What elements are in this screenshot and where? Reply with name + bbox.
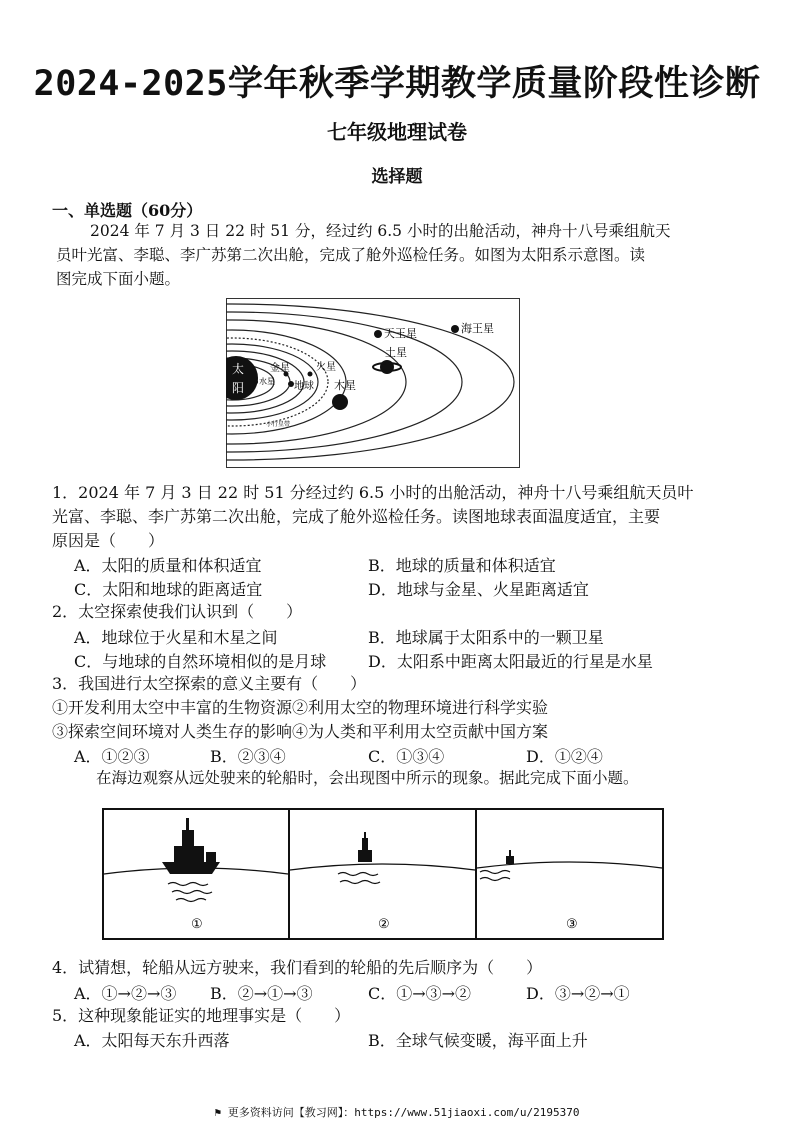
- q3-statements-line-1: ①开发利用太空中丰富的生物资源②利用太空的物理环境进行科学实验: [52, 698, 549, 717]
- q2-option-c[interactable]: C．与地球的自然环境相似的是月球: [74, 652, 327, 671]
- intro-line-3: 图完成下面小题。: [56, 270, 181, 288]
- panel-1-label: ①: [191, 917, 203, 932]
- q1-stem-line-2: 光富、李聪、李广苏第二次出舱，完成了舱外巡检任务。读图地球表面温度适宜，主要: [52, 507, 661, 526]
- q4-stem: 4．试猜想，轮船从远方驶来，我们看到的轮船的先后顺序为（ ）: [52, 958, 543, 977]
- footer-link[interactable]: 更多资料访问【教习网】：https://www.51jiaoxi.com/u/2195370: [227, 1106, 580, 1119]
- saturn-label: 土星: [385, 346, 407, 359]
- mars-label: 火星: [316, 362, 336, 373]
- q4-option-a[interactable]: A．①→②→③: [74, 984, 177, 1003]
- q1-option-b[interactable]: B．地球的质量和体积适宜: [368, 556, 556, 575]
- q1-stem-line-1: 1．2024 年 7 月 3 日 22 时 51 分经过约 6.5 小时的出舱活动，神舟十八号乘组航天员叶: [52, 483, 694, 502]
- venus-label: 金星: [270, 363, 290, 374]
- earth-label: 地球: [294, 381, 314, 392]
- sun-label-2: 阳: [232, 381, 245, 395]
- mars: [308, 372, 313, 377]
- asteroid-belt-label: 小行星带: [266, 421, 291, 428]
- q4-option-b[interactable]: B．②→①→③: [210, 984, 313, 1003]
- q2-option-d[interactable]: D．太阳系中距离太阳最近的行星是水星: [368, 652, 653, 671]
- q3-stem: 3．我国进行太空探索的意义主要有（ ）: [52, 674, 367, 693]
- panel-2-label: ②: [378, 917, 390, 932]
- q2-option-b[interactable]: B．地球属于太阳系中的一颗卫星: [368, 628, 604, 647]
- jupiter-label: 木星: [334, 379, 356, 392]
- q3-option-b[interactable]: B．②③④: [210, 747, 286, 766]
- q4-option-d[interactable]: D．③→②→①: [526, 984, 630, 1003]
- q1-stem-line-3: 原因是（ ）: [52, 531, 165, 550]
- part-heading: 一、单选题（60分）: [52, 201, 203, 220]
- q3-option-a[interactable]: A．①②③: [74, 747, 150, 766]
- q1-option-d[interactable]: D．地球与金星、火星距离适宜: [368, 580, 589, 599]
- q5-stem: 5．这种现象能证实的地理事实是（ ）: [52, 1006, 351, 1025]
- neptune: [451, 325, 459, 333]
- page-title: 2024-2025学年秋季学期教学质量阶段性诊断: [33, 64, 761, 104]
- page-subtitle: 七年级地理试卷: [327, 120, 467, 144]
- q3-option-d[interactable]: D．①②④: [526, 747, 603, 766]
- q5-option-a[interactable]: A．太阳每天东升西落: [74, 1031, 230, 1050]
- solar-system-diagram: [226, 298, 520, 468]
- jupiter: [332, 394, 348, 410]
- uranus-label: 天王星: [384, 327, 417, 340]
- q3-statements-line-2: ③探索空间环境对人类生存的影响④为人类和平利用太空贡献中国方案: [52, 722, 549, 741]
- intro-line-2: 员叶光富、李聪、李广苏第二次出舱，完成了舱外巡检任务。如图为太阳系示意图。读: [56, 246, 646, 264]
- ship-intro: 在海边观察从远处驶来的轮船时，会出现图中所示的现象。据此完成下面小题。: [96, 769, 639, 787]
- intro-line-1: 2024 年 7 月 3 日 22 时 51 分，经过约 6.5 小时的出舱活动，神舟十八号乘组航天: [90, 222, 671, 240]
- q4-option-c[interactable]: C．①→③→②: [368, 984, 472, 1003]
- mercury: [254, 380, 258, 384]
- q1-option-c[interactable]: C．太阳和地球的距离适宜: [74, 580, 263, 599]
- section-heading: 选择题: [371, 167, 423, 187]
- q5-option-b[interactable]: B．全球气候变暖，海平面上升: [368, 1031, 588, 1050]
- q2-stem: 2．太空探索使我们认识到（ ）: [52, 602, 303, 621]
- panel-3-label: ③: [566, 917, 578, 932]
- ship-horizon-diagram: [102, 808, 664, 940]
- sun-label-1: 太: [232, 362, 245, 376]
- footer: [0, 1104, 794, 1120]
- flag-icon: ⚑: [214, 1106, 222, 1119]
- neptune-label: 海王星: [461, 322, 494, 335]
- q1-option-a[interactable]: A．太阳的质量和体积适宜: [74, 556, 262, 575]
- q3-option-c[interactable]: C．①③④: [368, 747, 445, 766]
- uranus: [374, 330, 382, 338]
- mercury-label: 水星: [259, 377, 275, 386]
- q2-option-a[interactable]: A．地球位于火星和木星之间: [74, 628, 278, 647]
